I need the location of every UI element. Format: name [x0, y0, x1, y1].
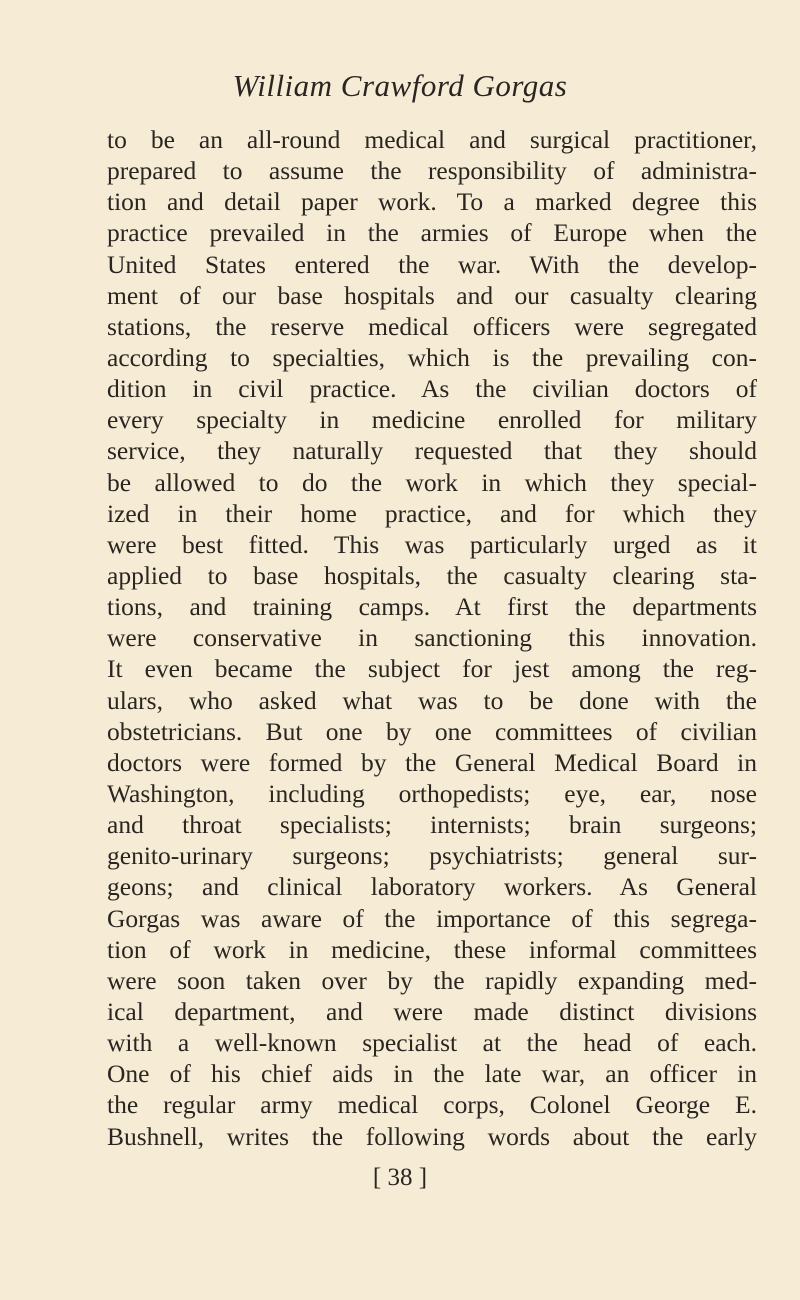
- text-line: dition in civil practice. As the civilian doctors of: [107, 374, 757, 404]
- text-line: prepared to assume the responsibility of administra-: [107, 156, 757, 186]
- text-line: were soon taken over by the rapidly expanding med-: [107, 965, 757, 995]
- text-line: geons; and clinical laboratory workers. As General: [107, 872, 757, 902]
- text-line: and throat specialists; internists; brain surgeons;: [107, 810, 757, 840]
- text-line: obstetricians. But one by one committees of civilian: [107, 716, 757, 746]
- running-head: William Crawford Gorgas: [232, 68, 568, 103]
- text-line: every specialty in medicine enrolled for military: [107, 405, 757, 435]
- text-line: ment of our base hospitals and our casualty clearing: [107, 280, 757, 310]
- body-text: [107, 124, 757, 1152]
- text-line: the regular army medical corps, Colonel George E.: [107, 1090, 757, 1120]
- text-line: One of his chief aids in the late war, an officer in: [107, 1059, 757, 1089]
- page-number: [ 38 ]: [372, 1164, 428, 1191]
- text-line: were best fitted. This was particularly urged as it: [107, 529, 757, 559]
- text-line: to be an all-round medical and surgical practitioner,: [107, 125, 757, 154]
- text-line: according to specialties, which is the prevailing con-: [107, 342, 757, 372]
- text-line: tions, and training camps. At first the departments: [107, 592, 757, 622]
- text-line: stations, the reserve medical officers were segregated: [107, 311, 757, 341]
- text-line: service, they naturally requested that they should: [107, 436, 757, 466]
- text-line: be allowed to do the work in which they special-: [107, 467, 757, 497]
- text-line: ical department, and were made distinct divisions: [107, 996, 757, 1026]
- text-line: doctors were formed by the General Medical Board in: [107, 747, 757, 777]
- text-line: ulars, who asked what was to be done with the: [107, 685, 757, 715]
- text-line: It even became the subject for jest among the reg-: [107, 654, 757, 684]
- text-line: ized in their home practice, and for which they: [107, 498, 757, 528]
- text-line: Gorgas was aware of the importance of this segrega-: [107, 903, 757, 933]
- text-line: practice prevailed in the armies of Europe when the: [107, 218, 757, 248]
- text-line: tion and detail paper work. To a marked degree this: [107, 187, 757, 217]
- text-line: Bushnell, writes the following words about the early: [107, 1121, 757, 1151]
- text-line: Washington, including orthopedists; eye, ear, nose: [107, 778, 757, 808]
- text-line: with a well-known specialist at the head of each.: [107, 1028, 757, 1058]
- text-line: were conservative in sanctioning this innovation.: [107, 623, 757, 653]
- text-line: tion of work in medicine, these informal committees: [107, 934, 757, 964]
- text-line: United States entered the war. With the develop-: [107, 249, 757, 279]
- text-line: applied to base hospitals, the casualty clearing sta-: [107, 560, 757, 590]
- text-line: genito-urinary surgeons; psychiatrists; general sur-: [107, 841, 757, 871]
